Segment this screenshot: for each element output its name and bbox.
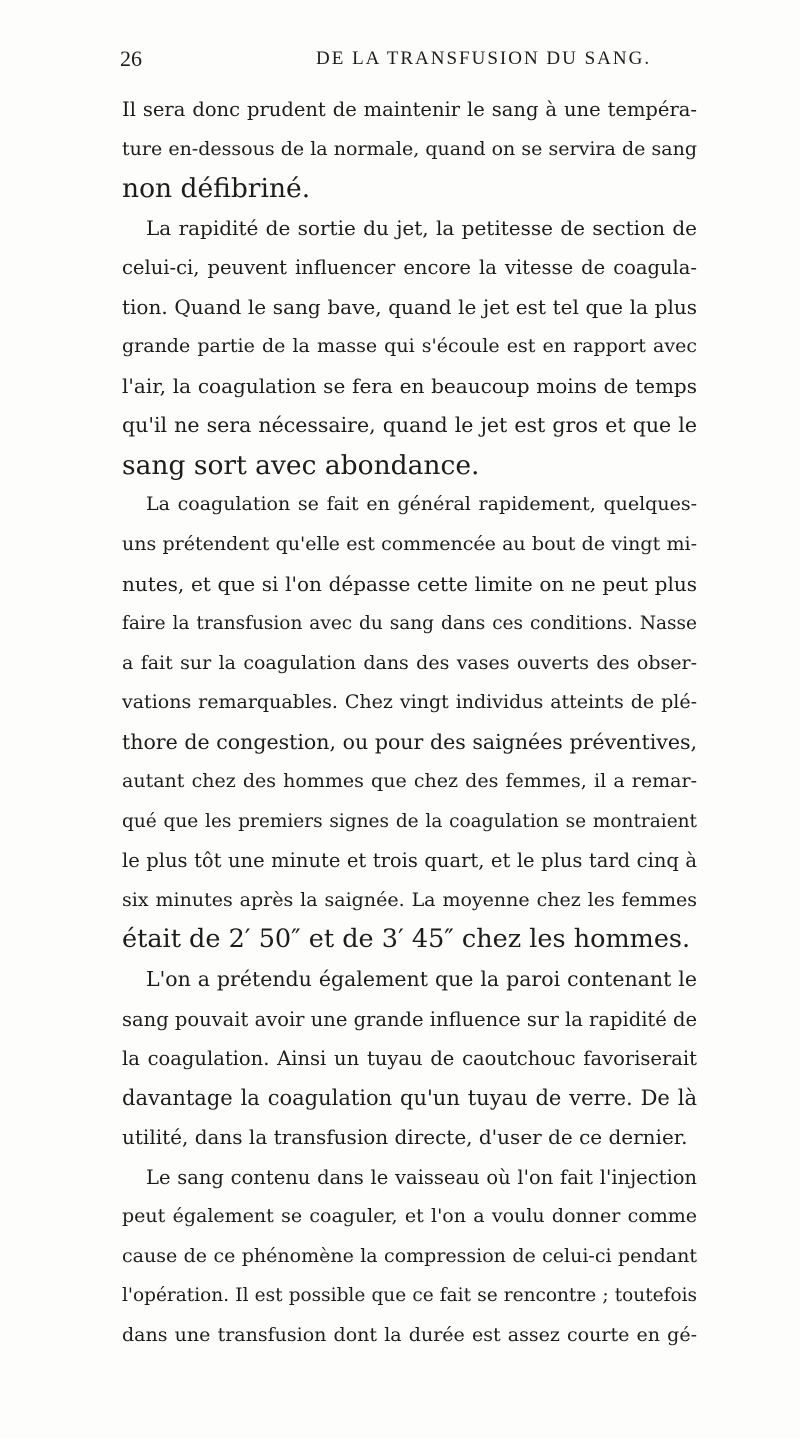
text-line: Il sera donc prudent de maintenir le sang à une tempéra-: [122, 98, 697, 121]
text-line: L'on a prétendu également que la paroi contenant le: [146, 967, 697, 992]
text-line: autant chez des hommes que chez des femmes, il a remar-: [122, 770, 697, 793]
running-title: DE LA TRANSFUSION DU SANG.: [316, 48, 652, 69]
text-line: vations remarquables. Chez vingt individus atteints de plé-: [122, 691, 697, 714]
text-line: tion. Quand le sang bave, quand le jet est tel que la plus: [122, 294, 697, 319]
text-line: cause de ce phénomène la compression de celui-ci pendant: [122, 1244, 697, 1267]
text-line: non défibriné.: [122, 173, 311, 205]
text-line: grande partie de la masse qui s'écoule est en rapport avec: [122, 335, 697, 358]
body-text: [122, 90, 697, 1356]
text-line: thore de congestion, ou pour des saignées préventives,: [122, 729, 697, 754]
text-line: l'opération. Il est possible que ce fait se rencontre ; toutefois: [122, 1285, 697, 1307]
text-line: l'air, la coagulation se fera en beaucoup moins de temps: [122, 373, 697, 398]
text-line: sang pouvait avoir une grande influence sur la rapidité de: [122, 1007, 698, 1031]
text-line: Le sang contenu dans le vaisseau où l'on fait l'injection: [146, 1165, 697, 1189]
text-line: peut également se coaguler, et l'on a voulu donner comme: [122, 1205, 697, 1228]
text-line: qu'il ne sera nécessaire, quand le jet est gros et que le: [122, 413, 697, 438]
text-line: faire la transfusion avec du sang dans ces conditions. Nasse: [122, 613, 697, 635]
text-line: celui-ci, peuvent influencer encore la vitesse de coagula-: [122, 256, 697, 280]
text-line: sang sort avec abondance.: [122, 449, 480, 481]
text-line: ture en-dessous de la normale, quand on se servira de sang: [122, 137, 697, 160]
text-line: La coagulation se fait en général rapidement, quelques-: [146, 493, 697, 516]
running-head: [120, 46, 700, 76]
text-line: uns prétendent qu'elle est commencée au bout de vingt mi-: [122, 533, 697, 556]
text-line: qué que les premiers signes de la coagulation se montraient: [122, 810, 697, 832]
page-number: 26: [120, 46, 142, 71]
text-line: six minutes après la saignée. La moyenne chez les femmes: [122, 888, 697, 911]
text-line: dans une transfusion dont la durée est assez courte en gé-: [122, 1323, 697, 1346]
text-line: la coagulation. Ainsi un tuyau de caoutchouc favoriserait: [122, 1047, 697, 1071]
text-line: le plus tôt une minute et trois quart, et le plus tard cinq à: [122, 849, 697, 873]
text-line: nutes, et que si l'on dépasse cette limite on ne peut plus: [122, 571, 697, 596]
text-line: La rapidité de sortie du jet, la petitesse de section de: [146, 215, 697, 240]
text-line: davantage la coagulation qu'un tuyau de verre. De là: [122, 1085, 697, 1110]
text-line: était de 2′ 50″ et de 3′ 45″ chez les hommes.: [122, 924, 691, 955]
text-line: a fait sur la coagulation dans des vases ouverts des obser-: [122, 651, 697, 674]
text-line: utilité, dans la transfusion directe, d'user de ce dernier.: [122, 1125, 688, 1150]
